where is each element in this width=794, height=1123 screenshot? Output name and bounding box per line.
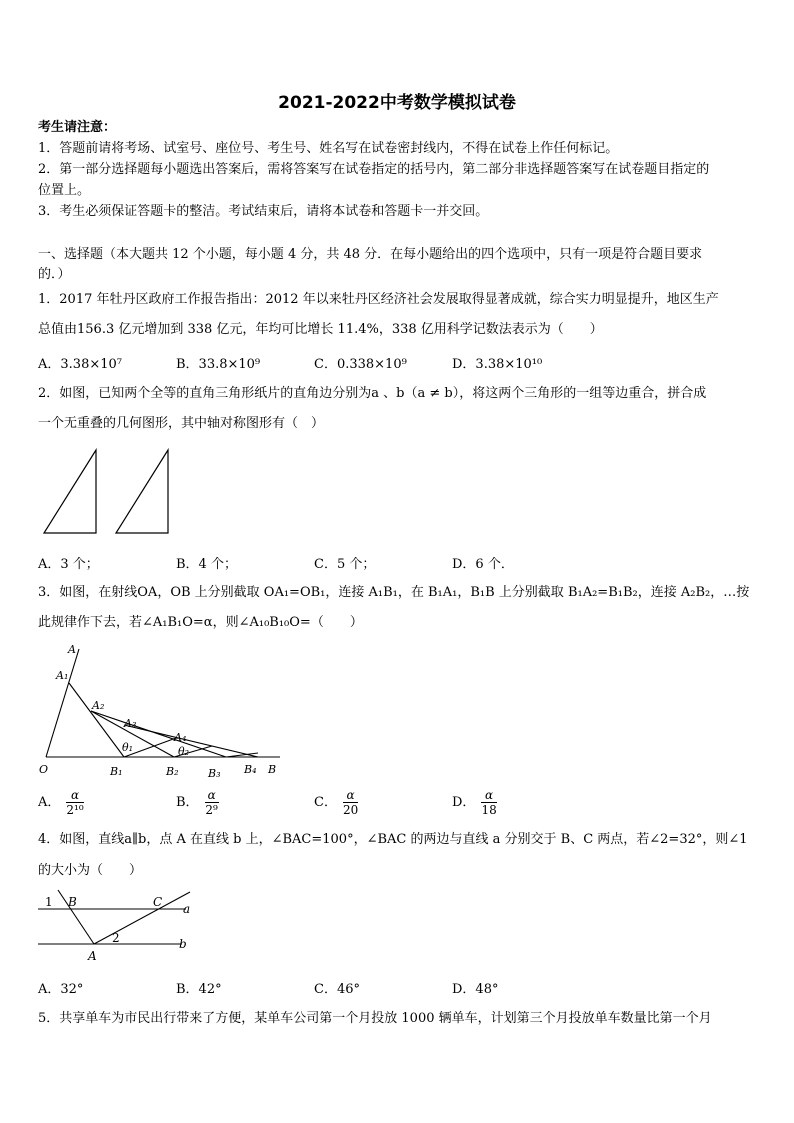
- q2-option-d: D．6 个．: [452, 557, 514, 572]
- q2-option-b: B．4 个；: [176, 557, 237, 572]
- q1-option-b: B．33.8×10⁹: [176, 357, 261, 372]
- q4-option-c: C．46°: [314, 982, 360, 997]
- q4-option-a: A．32°: [38, 982, 84, 997]
- label-b: B: [268, 763, 277, 776]
- label-theta2: θ₂: [178, 745, 190, 758]
- label-b3: B₃: [208, 767, 221, 780]
- q3-text: 3．如图，在射线OA，OB 上分别截取 OA₁=OB₁，连接 A₁B₁，在 B₁A₁，B₁B 上分别截取 B₁A₂=B₁B₂，连接 A₂B₂，…按: [38, 585, 750, 600]
- q2-text: 2．如图，已知两个全等的直角三角形纸片的直角边分别为a 、b（a ≠ b），将这两个三角形的一组等边重合，拼合成: [38, 386, 707, 401]
- notice-item-2-cont: 位置上。: [38, 183, 91, 198]
- label-b1: B₁: [110, 765, 123, 778]
- section-heading-cont: 的．）: [38, 267, 71, 282]
- q3-option-a: A． $\frac{\alpha}{\text{2¹⁰}}$: [38, 788, 84, 817]
- q3-option-c: C． $\frac{\alpha}{20}$: [314, 788, 359, 817]
- q1-text: 1．2017 年牡丹区政府工作报告指出：2012 年以来牡丹区经济社会发展取得显著成就，综合实力明显提升，地区生产: [38, 292, 719, 307]
- q3-rays-figure: [36, 643, 286, 781]
- q2-triangles-figure: [38, 446, 178, 538]
- seg-ac: [94, 892, 190, 944]
- q2-triangle-right: [116, 450, 168, 533]
- label-a1: A₁: [56, 669, 69, 682]
- notice-item-3: 3．考生必须保证答题卡的整洁。考试结束后，请将本试卷和答题卡一并交回。: [38, 204, 489, 219]
- page-title: 2021-2022中考数学模拟试卷: [278, 93, 516, 113]
- label-b-line: b: [179, 937, 187, 951]
- label-c-point: C: [153, 895, 163, 909]
- label-a2: A₂: [92, 699, 105, 712]
- q4-option-d: D．48°: [452, 982, 499, 997]
- q3-option-d: D． $\frac{\alpha}{18}$: [452, 788, 497, 817]
- section-heading: 一、选择题（本大题共 12 个小题，每小题 4 分，共 48 分．在每小题给出的四个选项中，只有一项是符合题目要求: [38, 247, 703, 262]
- q1-text-cont: 总值由156.3 亿元增加到 338 亿元，年均可比增长 11.4%，338 亿用科学记数法表示为（ ）: [38, 322, 603, 337]
- label-a-line: a: [183, 902, 191, 916]
- q2-text-cont: 一个无重叠的几何图形，其中轴对称图形有（ ）: [38, 416, 325, 431]
- label-theta1: θ₁: [122, 741, 134, 754]
- q1-option-c: C．0.338×10⁹: [314, 357, 407, 372]
- q1-option-d: D．3.38×10¹⁰: [452, 357, 543, 372]
- label-2: 2: [112, 931, 120, 945]
- label-a: A: [68, 643, 76, 656]
- label-a4: A₄: [174, 731, 187, 744]
- q1-option-a: A．3.38×10⁷: [38, 357, 122, 372]
- q4-option-b: B．42°: [176, 982, 222, 997]
- ray-oa: [46, 649, 79, 757]
- seg-a3b3: [91, 711, 226, 757]
- notice-item-1: 1．答题前请将考场、试室号、座位号、考生号、姓名写在试卷密封线内，不得在试卷上作任何标记。: [38, 141, 619, 156]
- label-o: O: [39, 763, 49, 776]
- notice-item-2: 2．第一部分选择题每小题选出答案后，需将答案写在试卷指定的括号内，第二部分非选择题答案写在试卷题目指定的: [38, 162, 710, 177]
- q4-text-cont: 的大小为（ ）: [38, 863, 143, 878]
- label-a3: A₃: [124, 717, 137, 730]
- q2-triangle-left: [44, 450, 96, 533]
- label-b2: B₂: [166, 765, 179, 778]
- q3-text-cont: 此规律作下去，若∠A₁B₁O=α，则∠A₁₀B₁₀O=（ ）: [38, 615, 363, 630]
- label-b4: B₄: [244, 763, 257, 776]
- q2-option-c: C．5 个；: [314, 557, 376, 572]
- q2-option-a: A．3 个；: [38, 557, 99, 572]
- q4-text: 4．如图，直线a∥b，点 A 在直线 b 上，∠BAC=100°，∠BAC 的两边与直线 a 分别交于 B、C 两点，若∠2=32°，则∠1: [38, 832, 748, 847]
- q5-text: 5．共享单车为市民出行带来了方便，某单车公司第一个月投放 1000 辆单车，计划第三个月投放单车数量比第一个月: [38, 1011, 712, 1026]
- q4-parallel-lines-figure: [36, 886, 198, 968]
- label-a-point: A: [88, 949, 97, 963]
- q3-option-b: B． $\frac{\alpha}{\text{2⁹}}$: [176, 788, 218, 817]
- label-b-point: B: [68, 895, 77, 909]
- notice-heading: 考生请注意：: [38, 120, 117, 135]
- label-1: 1: [45, 895, 53, 909]
